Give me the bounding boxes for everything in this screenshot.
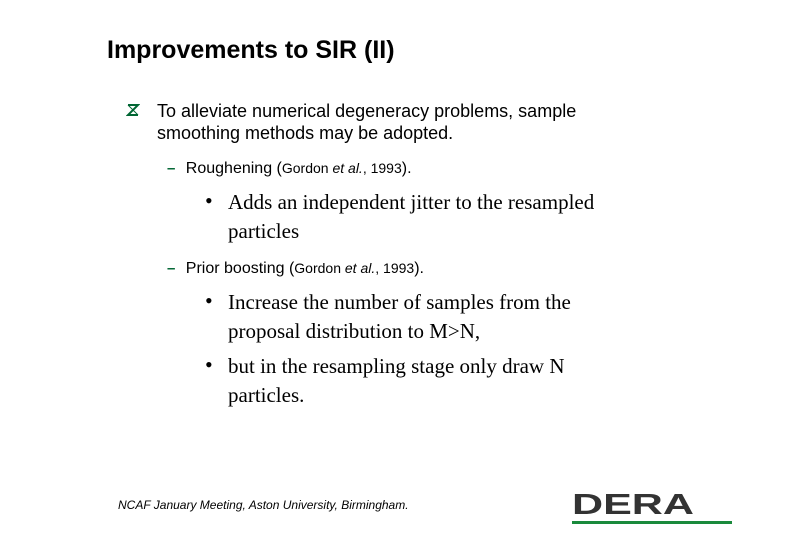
bullet-dot: •	[205, 288, 213, 313]
point-text	[228, 288, 668, 346]
dash-marker: –	[167, 160, 176, 177]
sub-bullet-prior-boosting	[167, 260, 424, 278]
citation-open: (	[284, 260, 295, 277]
dash-marker: –	[167, 260, 176, 277]
citation-open: (	[272, 160, 282, 177]
logo-underline	[572, 521, 732, 524]
citation-year: , 1993	[362, 160, 402, 176]
point-text	[228, 188, 668, 246]
bullet-dot: •	[205, 188, 213, 213]
point-line2: proposal distribution to M>N,	[228, 319, 481, 343]
sub-bullet-label: Prior boosting	[185, 260, 285, 277]
dera-logo	[572, 490, 696, 516]
z-bullet-icon	[126, 103, 140, 117]
sub-bullet-label: Roughening	[185, 160, 273, 177]
sub-bullet-roughening	[167, 160, 412, 178]
bullet-dot: •	[205, 352, 213, 377]
citation-close: ).	[414, 260, 424, 277]
slide-title: Improvements to SIR (II)	[107, 36, 395, 64]
bullet-main	[157, 100, 657, 144]
bullet-main-line1: To alleviate numerical degeneracy problems, sample	[157, 101, 577, 121]
point-line2: particles	[228, 219, 300, 243]
point-text	[228, 352, 668, 410]
point-line1: Increase the number of samples from the	[228, 290, 571, 314]
point-line1: but in the resampling stage only draw N	[228, 354, 565, 378]
citation-author: Gordon	[281, 160, 333, 176]
footer-text: NCAF January Meeting, Aston University, Birmingham.	[118, 498, 409, 512]
logo-text: DERA	[572, 490, 695, 516]
citation-etal: et al.	[344, 260, 376, 276]
bullet-main-line2: smoothing methods may be adopted.	[157, 123, 454, 143]
point-line2: particles.	[228, 383, 305, 407]
point-line1: Adds an independent jitter to the resampled	[228, 190, 595, 214]
citation-etal: et al.	[332, 160, 363, 176]
citation-author: Gordon	[294, 260, 345, 276]
citation-year: , 1993	[375, 260, 415, 276]
citation-close: ).	[401, 160, 412, 177]
